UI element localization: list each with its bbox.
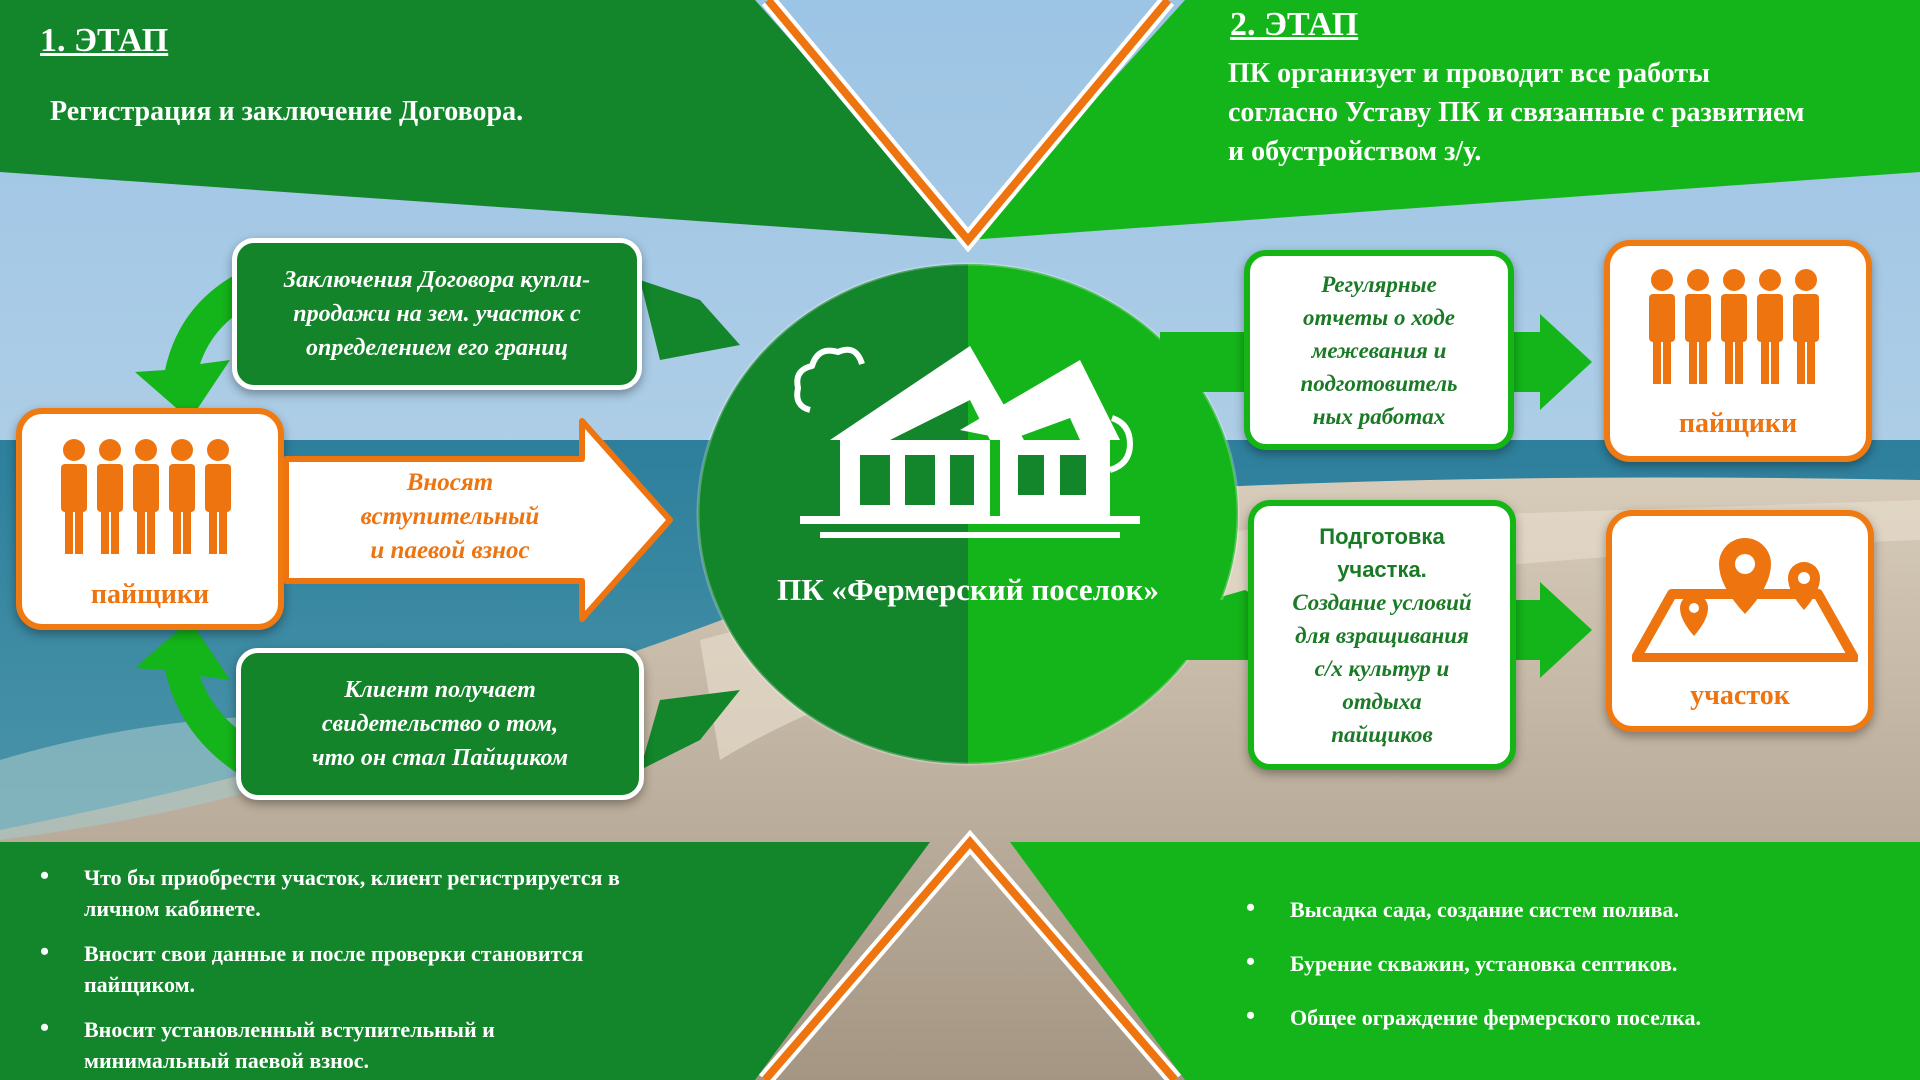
center-label: ПК «Фермерский поселок»	[777, 572, 1159, 607]
stage1-bullet	[40, 1014, 780, 1076]
certificate-box	[236, 648, 644, 800]
prep-line: участка.	[1337, 556, 1427, 582]
members-box-right	[1604, 240, 1872, 462]
prep-line: для взращивания	[1295, 622, 1469, 648]
bullet-line: • Вносит свои данные и после проверки становится	[84, 941, 584, 966]
certificate-line: свидетельство о том,	[321, 711, 559, 737]
prep-line: Создание условий	[1292, 589, 1472, 615]
contract-line: определением его границ	[306, 335, 568, 361]
bullet-line: личном кабинете.	[84, 896, 261, 921]
prep-line: с/х культур и	[1314, 655, 1450, 681]
stage2-bullet: • Общее ограждение фермерского поселка.	[1246, 1002, 1906, 1033]
members-box-left	[16, 408, 284, 630]
plot-label: участок	[1690, 680, 1790, 711]
members-label: пайщики	[1678, 408, 1798, 439]
payment-line: Вносят	[406, 469, 494, 496]
prep-line: Подготовка	[1319, 523, 1445, 549]
members-label: пайщики	[90, 579, 210, 610]
contract-box	[232, 238, 642, 390]
reports-box	[1244, 250, 1514, 450]
prep-box	[1248, 500, 1516, 770]
payment-line: и паевой взнос	[370, 537, 530, 564]
reports-line: межевания и	[1311, 337, 1447, 363]
certificate-line: Клиент получает	[344, 677, 536, 703]
plot-box	[1606, 510, 1874, 732]
house-icon	[780, 320, 1160, 540]
payment-line: вступительный	[360, 503, 540, 530]
bullet-line: • Что бы приобрести участок, клиент регистрируется в	[84, 865, 620, 890]
contract-line: продажи на зем. участок с	[293, 301, 581, 327]
people-group-icon	[1642, 268, 1840, 386]
stage2-title: 2. ЭТАП	[1230, 6, 1359, 43]
stage1-bullet	[40, 938, 780, 1000]
stage2-line: согласно Уставу ПК и связанные с развитием	[1228, 97, 1805, 128]
prep-line: пайщиков	[1331, 721, 1433, 747]
reports-line: отчеты о ходе	[1303, 304, 1455, 330]
bullet-line: • Вносит установленный вступительный и	[84, 1017, 495, 1042]
stage2-text	[1228, 54, 1908, 171]
reports-line: ных работах	[1312, 403, 1446, 429]
prep-line: отдыха	[1342, 688, 1422, 714]
stage1-bullet	[40, 862, 780, 924]
stage1-title: 1. ЭТАП	[40, 22, 169, 59]
payment-text	[300, 466, 600, 568]
stage2-line: и обустройством з/у.	[1228, 136, 1482, 167]
certificate-line: что он стал Пайщиком	[311, 745, 569, 771]
stage2-bullet: • Высадка сада, создание систем полива.	[1246, 894, 1906, 925]
contract-line: Заключения Договора купли-	[283, 267, 591, 293]
bullet-line: пайщиком.	[84, 972, 196, 997]
map-pin-icon	[1632, 534, 1858, 662]
stage2-bullet: • Бурение скважин, установка септиков.	[1246, 948, 1906, 979]
people-group-icon	[54, 438, 252, 556]
stage1-bullet-list	[40, 862, 780, 1076]
reports-line: Регулярные	[1321, 271, 1437, 297]
stage2-line: ПК организует и проводит все работы	[1228, 58, 1711, 89]
stage2-bullet-list	[1246, 894, 1906, 1033]
reports-line: подготовитель	[1300, 370, 1458, 396]
bullet-line: минимальный паевой взнос.	[84, 1048, 370, 1073]
stage1-subtitle: Регистрация и заключение Договора.	[50, 96, 524, 127]
